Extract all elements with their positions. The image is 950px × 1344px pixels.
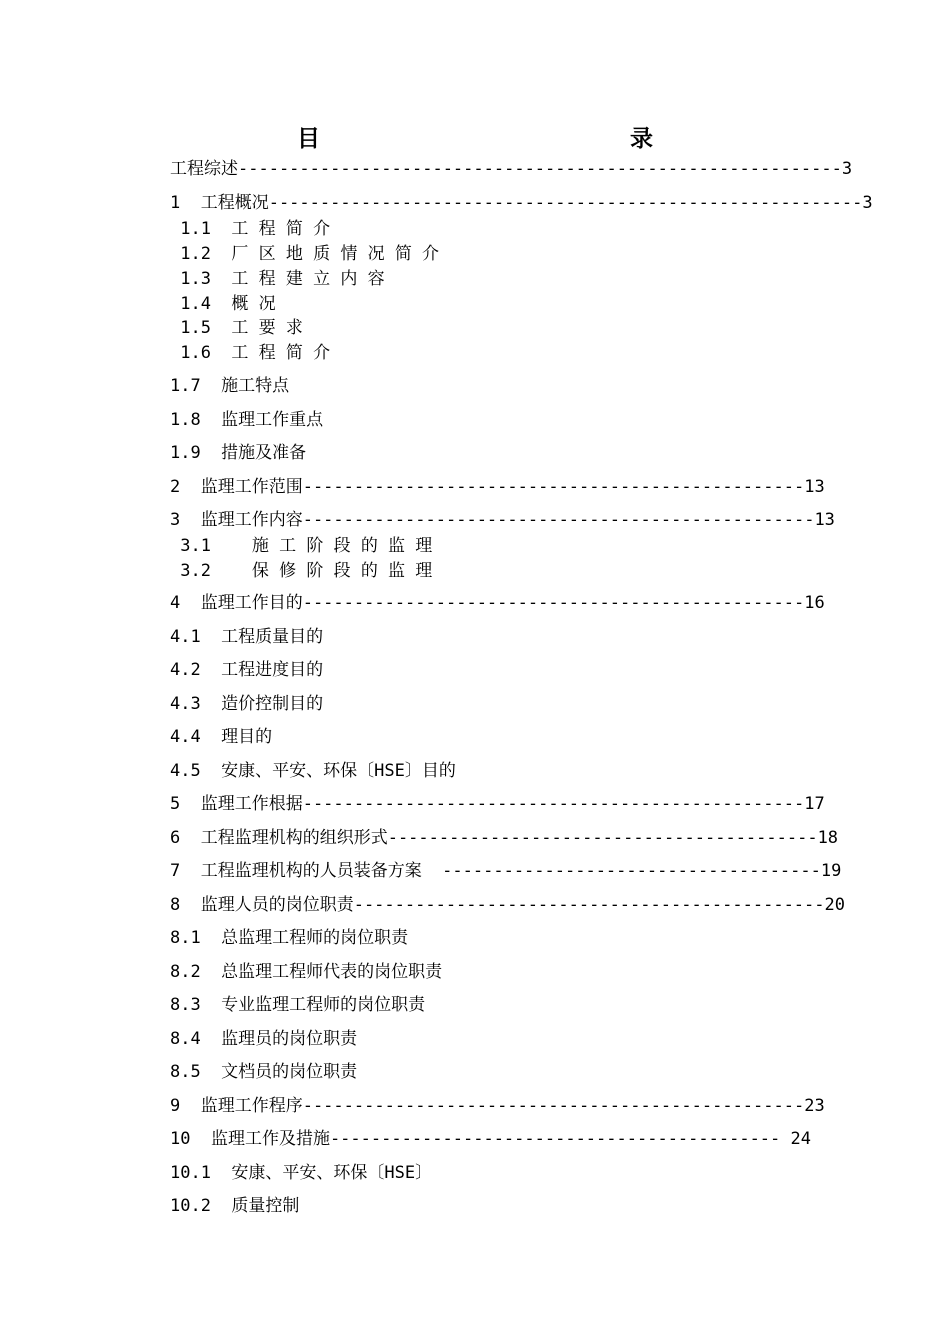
toc-entry-text: 4.4 理目的	[170, 727, 273, 747]
toc-entry-text: 工程综述-----------------------------------------------------------3	[170, 159, 853, 179]
toc-entry-text: 6 工程监理机构的组织形式------------------------------------------18	[170, 828, 839, 848]
toc-entry-text: 8.2 总监理工程师代表的岗位职责	[170, 962, 443, 982]
toc-entry-text: 1.5 工 要 求	[170, 318, 303, 338]
toc-entry-text: 1.1 工 程 简 介	[170, 219, 331, 239]
toc-entry-text: 1.4 概 况	[170, 294, 276, 314]
toc-entry	[170, 659, 323, 681]
toc-entry-text: 4.2 工程进度目的	[170, 660, 324, 680]
toc-entry	[170, 1095, 825, 1117]
toc-entry-text: 8.5 文档员的岗位职责	[170, 1062, 358, 1082]
toc-entry-text: 4.3 造价控制目的	[170, 694, 324, 714]
toc-entry	[170, 192, 873, 214]
toc-entry	[170, 317, 303, 339]
toc-entry-text: 2 监理工作范围-------------------------------------------------13	[170, 477, 825, 497]
toc-entry-text: 8.4 监理员的岗位职责	[170, 1029, 358, 1049]
toc-entry	[170, 860, 841, 882]
toc-entry	[170, 726, 272, 748]
toc-entry-text: 1 工程概况----------------------------------------------------------3	[170, 193, 873, 213]
toc-entry-text: 1.3 工 程 建 立 内 容	[170, 269, 385, 289]
toc-entry	[170, 1028, 357, 1050]
toc-entry-text: 3.2 保 修 阶 段 的 监 理	[170, 561, 433, 581]
toc-entry	[170, 827, 838, 849]
toc-entry	[170, 894, 845, 916]
toc-entry	[170, 342, 330, 364]
toc-entry	[170, 476, 825, 498]
toc-entry-text: 1.2 厂 区 地 质 情 况 简 介	[170, 244, 440, 264]
toc-entry-text: 4.5 安康、平安、环保〔HSE〕目的	[170, 761, 456, 781]
toc-entry-text: 4 监理工作目的-------------------------------------------------16	[170, 593, 825, 613]
toc-entry	[170, 243, 439, 265]
toc-entry-text: 1.7 施工特点	[170, 376, 290, 396]
toc-entry	[170, 218, 330, 240]
toc-entry	[170, 1128, 811, 1150]
toc-entry	[170, 409, 323, 431]
toc-entry	[170, 293, 276, 315]
toc-entry-text: 10.1 安康、平安、环保〔HSE〕	[170, 1163, 433, 1183]
toc-entry-text: 1.8 监理工作重点	[170, 410, 324, 430]
toc-entry	[170, 592, 825, 614]
toc-entry	[170, 509, 835, 531]
page-title: 目 录	[297, 126, 741, 152]
toc-entry	[170, 760, 456, 782]
toc-entry-text: 8.1 总监理工程师的岗位职责	[170, 928, 409, 948]
toc-entry-text: 3.1 施 工 阶 段 的 监 理	[170, 536, 433, 556]
toc-entry	[170, 158, 852, 180]
toc-entry-text: 9 监理工作程序-------------------------------------------------23	[170, 1096, 825, 1116]
toc-entry	[170, 927, 408, 949]
toc-entry-text: 10.2 质量控制	[170, 1196, 300, 1216]
toc-entry	[170, 693, 323, 715]
toc-entry-text: 10 监理工作及措施-------------------------------------------- 24	[170, 1129, 811, 1149]
toc-entry-text: 5 监理工作根据-------------------------------------------------17	[170, 794, 825, 814]
toc-entry	[170, 375, 289, 397]
toc-entry	[170, 961, 442, 983]
toc-entry-text: 1.6 工 程 简 介	[170, 343, 331, 363]
toc-entry	[170, 1195, 299, 1217]
toc-entry	[170, 1162, 432, 1184]
toc-entry	[170, 1061, 357, 1083]
toc-entry	[170, 268, 385, 290]
toc-entry	[170, 535, 432, 557]
toc-entry	[170, 994, 425, 1016]
toc-entry-text: 7 工程监理机构的人员装备方案 -------------------------------------19	[170, 861, 842, 881]
toc-entry-text: 4.1 工程质量目的	[170, 627, 324, 647]
toc-entry-text: 3 监理工作内容--------------------------------------------------13	[170, 510, 835, 530]
toc-entry-text: 8 监理人员的岗位职责----------------------------------------------20	[170, 895, 845, 915]
toc-entry-text: 8.3 专业监理工程师的岗位职责	[170, 995, 426, 1015]
toc-entry	[170, 442, 306, 464]
toc-entry-text: 1.9 措施及准备	[170, 443, 307, 463]
toc-entry	[170, 560, 432, 582]
toc-entry	[170, 793, 825, 815]
toc-entry	[170, 626, 323, 648]
